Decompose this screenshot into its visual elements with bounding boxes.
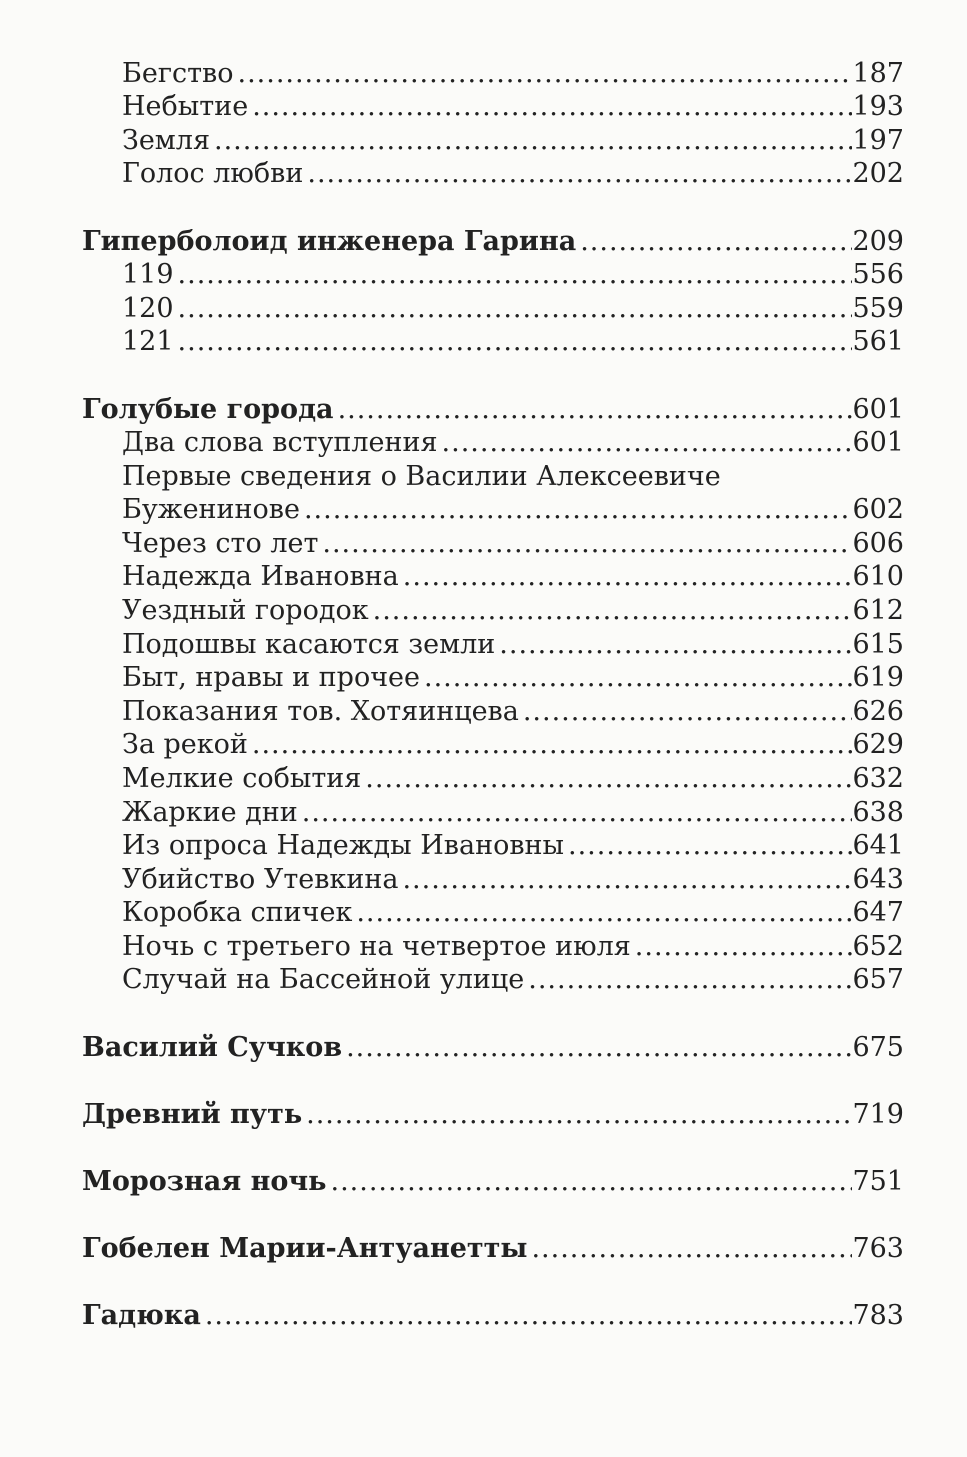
toc-entry-title: Случай на Бассейной улице <box>122 964 525 995</box>
dot-leader <box>302 796 853 830</box>
toc-entry-title: Коробка спичек <box>122 897 353 928</box>
toc-entry-title: Земля <box>122 125 210 156</box>
toc-entry-page: 638 <box>852 797 904 828</box>
toc-section-title: Гобелен Марии-Антуанетты <box>82 1233 528 1264</box>
toc-section <box>82 393 904 427</box>
toc-section-title: Гиперболоид инженера Гарина <box>82 226 577 257</box>
toc-entry <box>122 762 904 796</box>
toc-entry-page: 610 <box>852 561 904 592</box>
dot-leader <box>373 594 853 628</box>
dot-leader <box>635 930 853 964</box>
toc-entry-page: 657 <box>852 964 904 995</box>
dot-leader <box>214 124 852 158</box>
dot-leader <box>424 661 852 695</box>
toc-entry-title: 120 <box>122 293 174 324</box>
dot-leader <box>523 695 853 729</box>
toc-section <box>82 1165 904 1199</box>
toc-entry-page: 643 <box>852 864 904 895</box>
toc-entry-title: Небытие <box>122 91 249 122</box>
dot-leader <box>365 762 852 796</box>
toc-entry-title: Первые сведения о Василии Алексеевиче <box>122 461 721 492</box>
toc-entry <box>122 124 904 158</box>
toc-entry-page: 193 <box>852 91 904 122</box>
toc-entry-title: 119 <box>122 259 174 290</box>
toc-entry-page: 629 <box>852 729 904 760</box>
dot-leader <box>252 728 853 762</box>
toc-entry-page: 601 <box>852 427 904 458</box>
toc-entry-title: Два слова вступления <box>122 427 438 458</box>
toc-entry-title: Подошвы касаются земли <box>122 629 496 660</box>
toc-entry <box>122 426 904 460</box>
toc-section <box>82 1232 904 1266</box>
toc-entry-title: Надежда Ивановна <box>122 561 399 592</box>
toc-entry-title: Голос любви <box>122 158 304 189</box>
toc-entry-title: 121 <box>122 326 174 357</box>
toc-entry-title: За рекой <box>122 729 248 760</box>
toc-entry-title: Бегство <box>122 58 234 89</box>
dot-leader <box>580 225 852 259</box>
toc-entry <box>122 628 904 662</box>
dot-leader <box>346 1031 852 1065</box>
toc-entry-page: 202 <box>852 158 904 189</box>
dot-leader <box>528 963 852 997</box>
toc-section-page: 783 <box>852 1300 904 1331</box>
toc-section <box>82 1299 904 1333</box>
dot-leader <box>252 90 852 124</box>
toc-entry <box>122 90 904 124</box>
toc-section-page: 763 <box>852 1233 904 1264</box>
toc-entry-title: Показания тов. Хотяинцева <box>122 696 519 727</box>
dot-leader <box>205 1299 853 1333</box>
toc-entry-page: 619 <box>852 662 904 693</box>
toc-entry-page: 187 <box>852 58 904 89</box>
toc-entry-page: 197 <box>852 125 904 156</box>
dot-leader <box>178 325 853 359</box>
dot-leader <box>178 258 853 292</box>
toc-entry-title: Из опроса Надежды Ивановны <box>122 830 565 861</box>
toc-entry-title: Быт, нравы и прочее <box>122 662 421 693</box>
toc-entry-page: 615 <box>852 629 904 660</box>
dot-leader <box>237 57 852 91</box>
toc-entry <box>122 527 904 561</box>
toc-section <box>82 225 904 259</box>
toc-section-page: 209 <box>852 226 904 257</box>
dot-leader <box>330 1165 852 1199</box>
toc-entry <box>122 661 904 695</box>
dot-leader <box>178 292 853 326</box>
toc-entry-title: Убийство Утевкина <box>122 864 399 895</box>
toc-entry <box>122 560 904 594</box>
toc-section-page: 719 <box>852 1099 904 1130</box>
toc-entry-page: 647 <box>852 897 904 928</box>
toc-entry <box>122 157 904 191</box>
toc-section-title: Гадюка <box>82 1300 201 1331</box>
toc-entry-page: 561 <box>852 326 904 357</box>
toc-entry <box>122 695 904 729</box>
toc-section <box>82 1098 904 1132</box>
dot-leader <box>531 1232 852 1266</box>
toc-entry-page: 559 <box>852 293 904 324</box>
toc-entry <box>122 493 904 527</box>
toc-entry <box>122 57 904 91</box>
toc-entry <box>122 829 904 863</box>
toc-entry-title: Уездный городок <box>122 595 369 626</box>
toc-entry-page: 641 <box>852 830 904 861</box>
toc-entry-title: Буженинове <box>122 494 300 525</box>
toc-section-page: 675 <box>852 1032 904 1063</box>
dot-leader <box>338 393 853 427</box>
dot-leader <box>356 896 852 930</box>
toc-entry <box>122 460 904 494</box>
toc-entry <box>122 594 904 628</box>
toc-entry <box>122 796 904 830</box>
toc-section-title: Морозная ночь <box>82 1166 327 1197</box>
toc-entry <box>122 728 904 762</box>
toc-entry-page: 612 <box>852 595 904 626</box>
toc-entry <box>122 863 904 897</box>
toc-entry <box>122 292 904 326</box>
dot-leader <box>306 1098 852 1132</box>
toc-section-title: Голубые города <box>82 394 334 425</box>
toc-entry-page: 632 <box>852 763 904 794</box>
toc-section-title: Василий Сучков <box>82 1032 343 1063</box>
toc-entry <box>122 963 904 997</box>
toc-entry-title: Ночь с третьего на четвертое июля <box>122 931 631 962</box>
toc-entry-page: 602 <box>852 494 904 525</box>
toc-entry-title: Через сто лет <box>122 528 319 559</box>
dot-leader <box>442 426 853 460</box>
toc-entry <box>122 896 904 930</box>
toc-entry-page: 626 <box>852 696 904 727</box>
toc-section-page: 601 <box>852 394 904 425</box>
toc-entry-page: 606 <box>852 528 904 559</box>
toc-entry <box>122 325 904 359</box>
toc-entry-page: 556 <box>852 259 904 290</box>
toc-entry <box>122 258 904 292</box>
toc-entry-page: 652 <box>852 931 904 962</box>
toc-section <box>82 1031 904 1065</box>
toc-section-title: Древний путь <box>82 1099 303 1130</box>
dot-leader <box>307 157 852 191</box>
toc-entry-title: Мелкие события <box>122 763 362 794</box>
dot-leader <box>402 863 852 897</box>
dot-leader <box>304 493 852 527</box>
toc-entry <box>122 930 904 964</box>
toc-entry-title: Жаркие дни <box>122 797 298 828</box>
dot-leader <box>499 628 852 662</box>
toc-section-page: 751 <box>852 1166 904 1197</box>
dot-leader <box>403 560 853 594</box>
dot-leader <box>568 829 852 863</box>
dot-leader <box>322 527 852 561</box>
